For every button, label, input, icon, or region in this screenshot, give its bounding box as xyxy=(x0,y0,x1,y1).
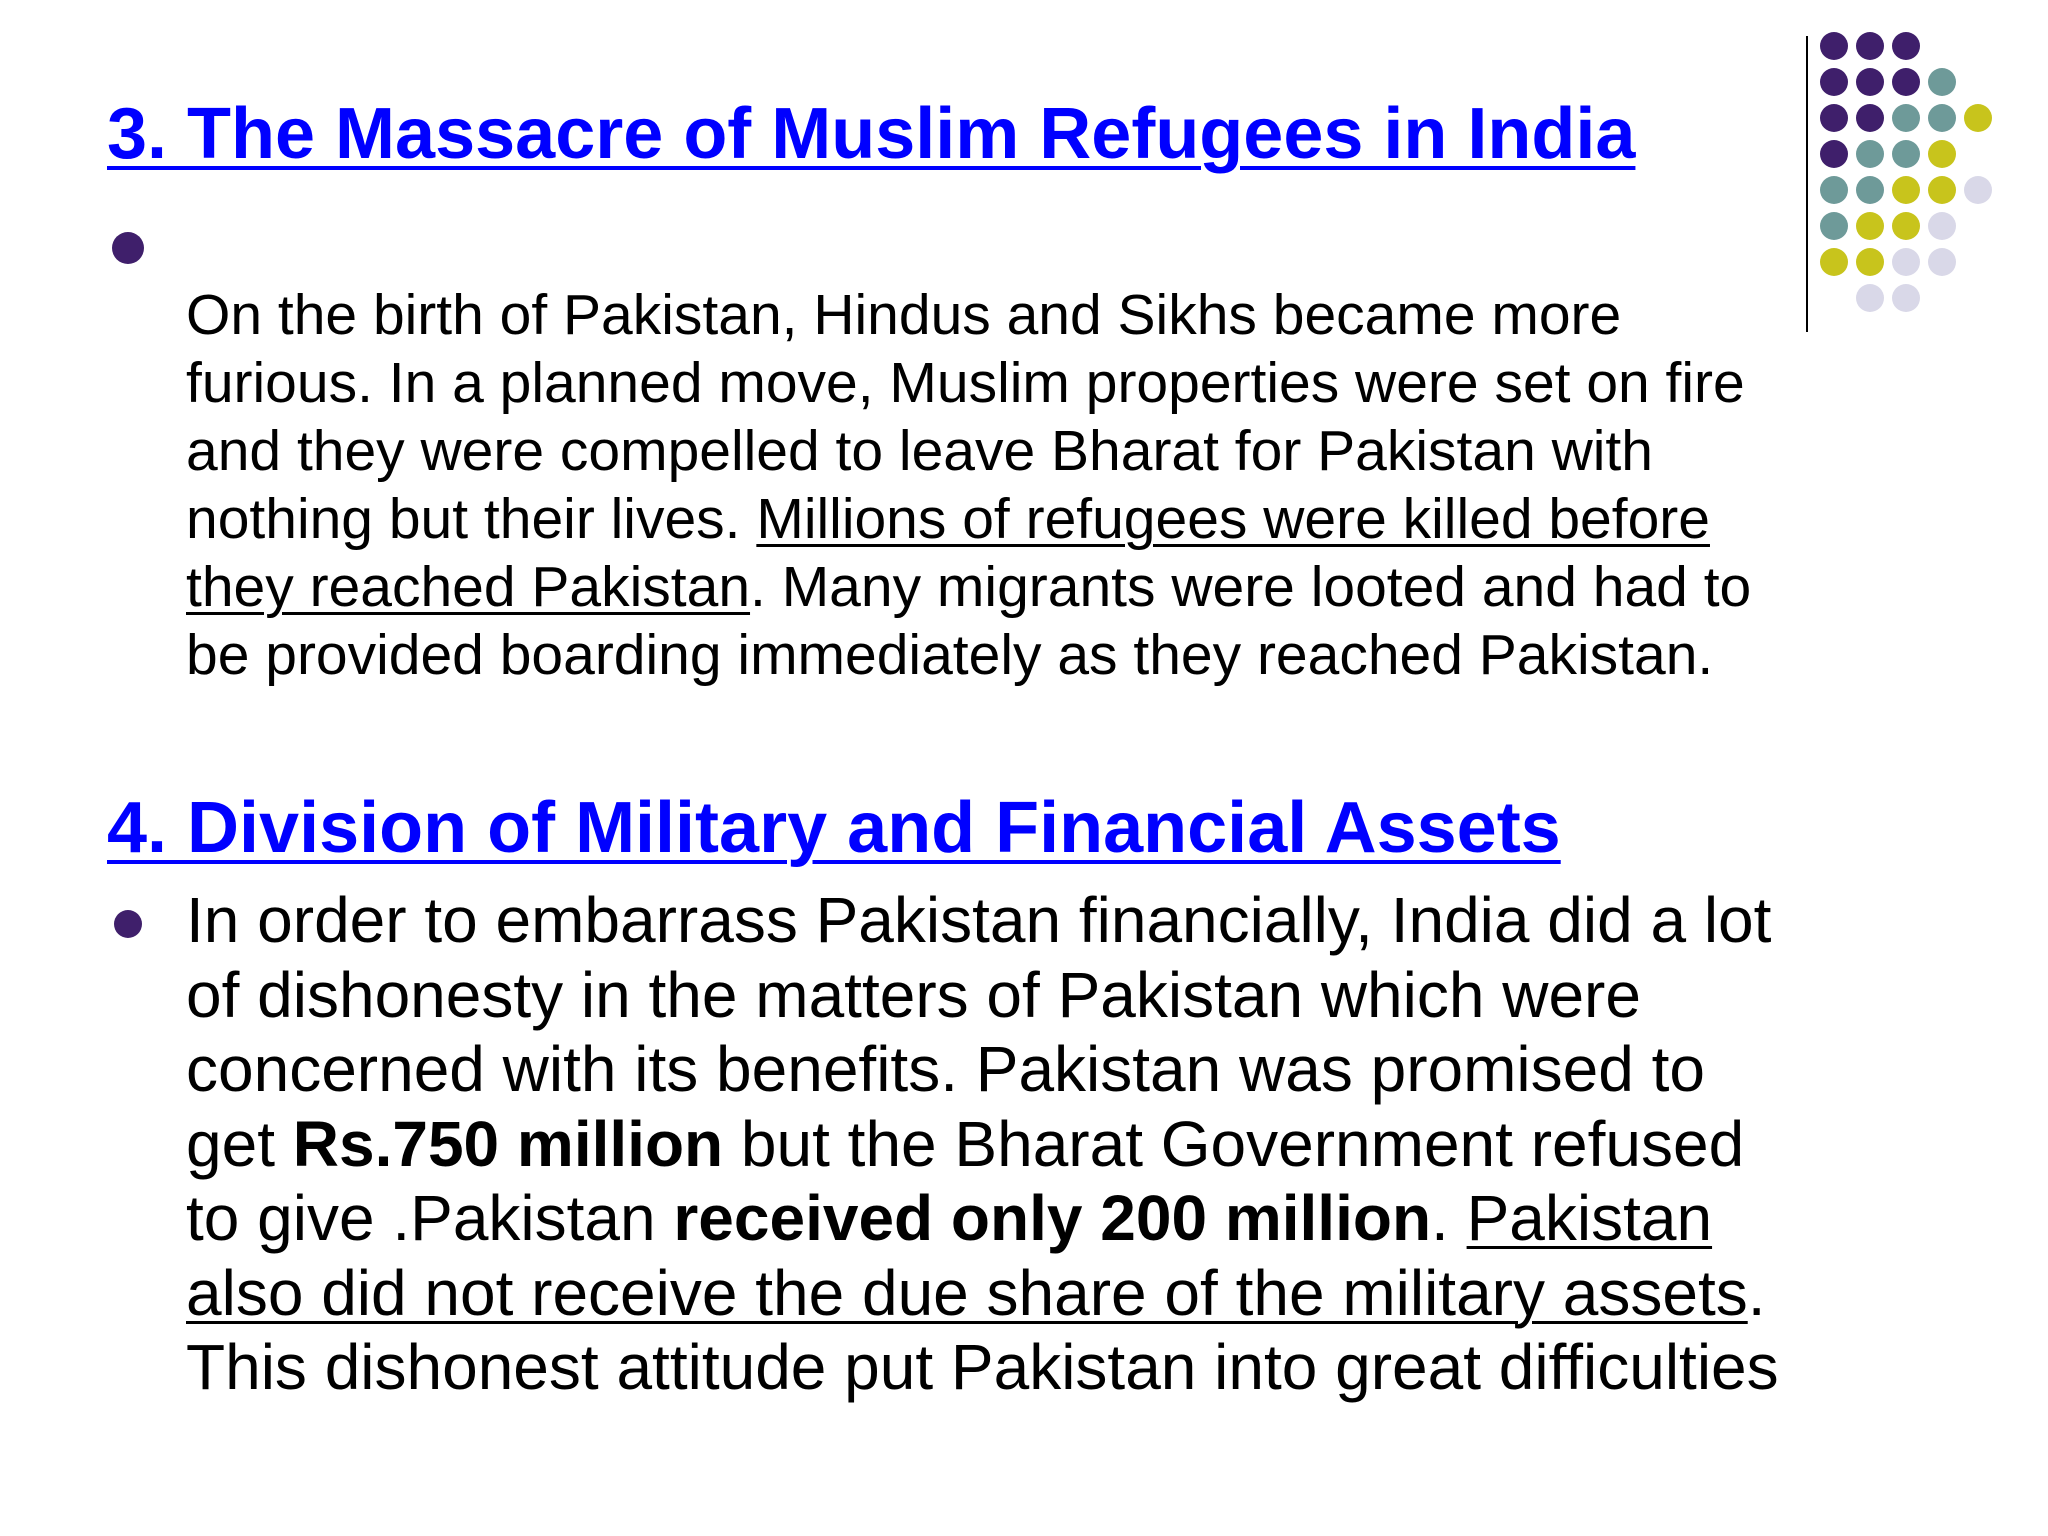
text-line: . xyxy=(1747,1256,1766,1329)
text-line: . xyxy=(1431,1182,1467,1254)
text-line: This dishonest attitude put Pakistan into great difficulties xyxy=(186,1331,1779,1403)
text-line: be provided boarding immediately as they reached Pakistan. xyxy=(186,623,1714,687)
text-line: to give .Pakistan xyxy=(186,1182,674,1254)
decorative-dot xyxy=(1964,176,1992,204)
decorative-dot xyxy=(1892,248,1920,276)
underlined-text: they reached Pakistan xyxy=(186,555,751,619)
decorative-dot xyxy=(1892,32,1920,60)
decorative-dot xyxy=(1892,176,1920,204)
text-line: concerned with its benefits. Pakistan was promised to xyxy=(186,1033,1705,1105)
section-4-heading: 4. Division of Military and Financial Assets xyxy=(107,788,1561,868)
bullet-dot xyxy=(114,910,142,938)
text-line: . Many migrants were looted and had to xyxy=(750,555,1752,619)
decorative-dot xyxy=(1892,68,1920,96)
text-line: On the birth of Pakistan, Hindus and Sikhs became more xyxy=(186,283,1622,347)
bullet-dot xyxy=(112,232,144,264)
decorative-dot xyxy=(1856,104,1884,132)
section-4-paragraph xyxy=(186,883,1946,1405)
decorative-dot xyxy=(1892,140,1920,168)
decorative-dot xyxy=(1820,248,1848,276)
decorative-dot xyxy=(1820,68,1848,96)
decorative-dot xyxy=(1892,212,1920,240)
decorative-dot xyxy=(1820,140,1848,168)
decorative-dot xyxy=(1928,212,1956,240)
text-line: In order to embarrass Pakistan financially, India did a lot xyxy=(186,884,1772,956)
section-3-heading: 3. The Massacre of Muslim Refugees in India xyxy=(107,94,1636,174)
bold-text: Rs.750 million xyxy=(292,1107,724,1180)
text-line: of dishonesty in the matters of Pakistan which were xyxy=(186,958,1641,1031)
decorative-dot xyxy=(1928,140,1956,168)
decorative-dot xyxy=(1856,68,1884,96)
decorative-dot xyxy=(1820,32,1848,60)
underlined-text: also did not receive the due share of the military assets xyxy=(186,1256,1748,1329)
decorative-dot xyxy=(1928,176,1956,204)
text-line: but the Bharat Government refused xyxy=(723,1107,1745,1180)
decorative-dot xyxy=(1820,104,1848,132)
decorative-dot xyxy=(1820,176,1848,204)
decorative-dot xyxy=(1820,212,1848,240)
text-line: nothing but their lives. xyxy=(186,487,757,551)
decorative-dot xyxy=(1856,212,1884,240)
text-line: and they were compelled to leave Bharat for Pakistan with xyxy=(186,419,1653,483)
decorative-dot xyxy=(1928,68,1956,96)
decorative-dot xyxy=(1928,104,1956,132)
section-3-paragraph xyxy=(186,281,1946,689)
decorative-dot xyxy=(1856,32,1884,60)
decorative-dot xyxy=(1856,140,1884,168)
underlined-text: Millions of refugees were killed before xyxy=(756,487,1710,551)
decorative-dot xyxy=(1856,248,1884,276)
bold-text: received only 200 million xyxy=(673,1182,1432,1254)
text-line: get xyxy=(186,1107,293,1180)
decorative-dot xyxy=(1856,176,1884,204)
decorative-dot xyxy=(1892,104,1920,132)
decorative-dot xyxy=(1928,248,1956,276)
text-line: furious. In a planned move, Muslim properties were set on fire xyxy=(186,351,1745,415)
decorative-dot xyxy=(1964,104,1992,132)
underlined-text: Pakistan xyxy=(1466,1182,1713,1254)
